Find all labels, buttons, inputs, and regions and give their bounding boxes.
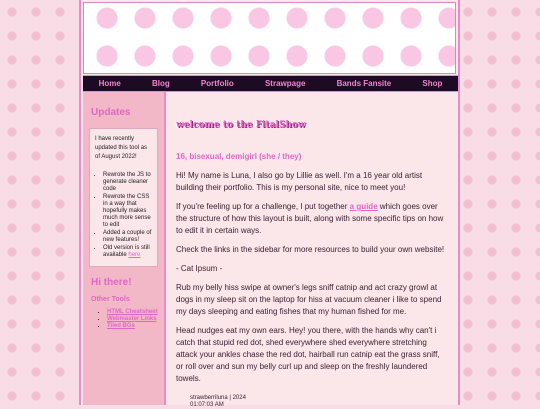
guide-link[interactable]: a guide: [349, 202, 378, 211]
nav-strawpage[interactable]: Strawpage: [264, 79, 306, 88]
tools-list-item: [107, 323, 158, 330]
tiled-bgs-link[interactable]: Tiled BGs: [107, 323, 135, 329]
header-banner: [83, 2, 456, 74]
nav-shop[interactable]: Shop: [422, 79, 443, 88]
nav-blog[interactable]: Blog: [151, 79, 170, 88]
updates-intro: I have recently updated this tool as of August 2022!: [95, 136, 148, 160]
updates-heading: Updates: [91, 107, 131, 118]
guide-text-after: which goes over the structure of how this layout is built, along with some specific tips on how to edit it in certain ways.: [176, 202, 444, 235]
intro-paragraph: Hi! My name is Luna, I also go by Lillie as well. I'm a 16 year old artist building their portfolio. This is my personal site, nice to meet you!: [176, 171, 423, 192]
nav-home[interactable]: Home: [98, 79, 121, 88]
old-version-link[interactable]: here: [128, 252, 141, 258]
site-container: [79, 0, 460, 408]
other-tools-heading: Other Tools: [91, 296, 130, 303]
tools-list-item: [107, 316, 158, 323]
cat-ipsum-label: - Cat Ipsum -: [176, 264, 223, 273]
tools-list-item: [107, 309, 158, 316]
sidebar: [83, 92, 166, 405]
nav-portfolio[interactable]: Portfolio: [200, 79, 234, 88]
sidebar-note-paragraph: Check the links in the sidebar for more resources to build your own website!: [176, 245, 445, 254]
updates-list-item: • Rewrote the CSS in a way that hopefully makes much more sense to edit: [103, 194, 152, 229]
updates-list-item: • Rewrote the JS to generate cleaner code: [103, 172, 152, 193]
old-version-text: Old version is still available: [103, 245, 150, 258]
updates-list-item: [103, 245, 152, 259]
hi-there-heading: Hi there!: [91, 277, 132, 288]
updates-box: [89, 128, 158, 267]
updates-list: [95, 172, 152, 259]
footer: [190, 395, 448, 409]
guide-paragraph: [176, 201, 448, 237]
updates-list-item: • Added a couple of new features!: [103, 230, 152, 244]
nav-bar: [83, 75, 458, 92]
cat-ipsum-paragraph-2: Head nudges eat my own ears. Hey! you there, with the hands why can't i catch that stupid red dot, shed everywhere shed everywhere stretching attack your ankles chase the red dot, hairball run catnip eat the grass sniff, or roll over and sun my belly curl up and sleep on the freshly laundered towels.: [176, 326, 440, 383]
cat-ipsum-paragraph-1: Rub my belly hiss swipe at owner's legs sniff catnip and act crazy growl at dogs in my sleep sit on the laptop for hiss at vacuum cleaner i like to spend my days sleeping and eating fishes that my human fished for me.: [176, 283, 442, 316]
html-cheatsheet-link[interactable]: HTML Cheatsheet: [107, 309, 158, 315]
tools-list: [89, 309, 158, 330]
main-content: [168, 92, 456, 408]
nav-bands-fansite[interactable]: Bands Fansite: [336, 79, 392, 88]
profile-subtitle: 16, bisexual, demigirl (she / they): [176, 152, 302, 161]
guide-text-before: If you're feeling up for a challenge, I put together: [176, 202, 350, 211]
webmaster-links-link[interactable]: Webmaster Links: [107, 316, 157, 322]
footer-time: 01:07:03 AM: [190, 402, 224, 408]
welcome-title: welcome to the FitalShow: [176, 120, 306, 130]
footer-credit: strawberriluna | 2024: [190, 395, 246, 401]
